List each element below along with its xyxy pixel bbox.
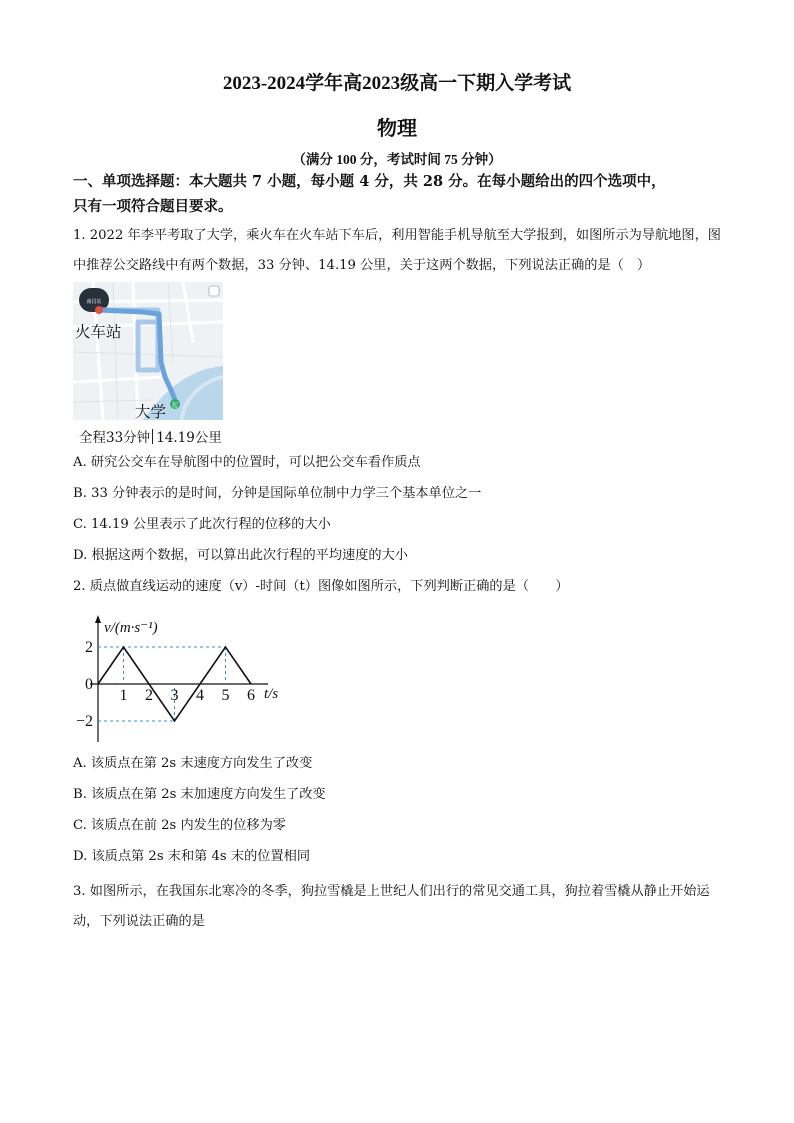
q2-option-d: D. 该质点第 2s 末和第 4s 末的位置相同 — [73, 849, 311, 864]
svg-text:起: 起 — [171, 402, 179, 409]
q1-option-c: C. 14.19 公里表示了此次行程的位移的大小 — [73, 517, 331, 532]
subject-title: 物理 — [377, 118, 417, 140]
map-caption — [79, 426, 222, 446]
route-time: 全程33分钟 — [79, 430, 151, 446]
x-axis-label: t/s — [264, 686, 279, 702]
q2-option-c: C. 该质点在前 2s 内发生的位移为零 — [73, 818, 286, 833]
section-heading-line2: 只有一项符合题目要求。 — [73, 198, 233, 215]
section-heading-line1: 一、单项选择题：本大题共 7 小题，每小题 4 分，共 28 分。在每小题给出的四个选项中， — [73, 173, 666, 190]
map-label-university: 大学 — [135, 403, 167, 420]
question-2-stem: 2. 质点做直线运动的速度（v）-时间（t）图像如图所示，下列判断正确的是（ ） — [73, 579, 569, 594]
svg-text:南昌站: 南昌站 — [86, 299, 102, 305]
x-tick-label: 6 — [247, 687, 255, 704]
question-1-stem: 1. 2022 年李平考取了大学，乘火车在火车站下车后，利用智能手机导航至大学报到，如图所示为导航地图，图中推荐公交路线中有两个数据，33 分钟、14.19 公里，关于这两个数据，下列说法正确的是（ ） — [73, 228, 721, 273]
x-tick-label: 1 — [119, 687, 128, 704]
navigation-map — [73, 282, 223, 420]
y-tick-label: 2 — [85, 639, 93, 656]
q1-option-d: D. 根据这两个数据，可以算出此次行程的平均速度的大小 — [73, 548, 408, 563]
question-3-stem: 3. 如图所示，在我国东北寒冷的冬季，狗拉雪橇是上世纪人们出行的常见交通工具，狗拉着雪橇从静止开始运动，下列说法正确的是 — [73, 884, 710, 929]
y-axis-arrow — [95, 615, 101, 623]
y-tick-label: −2 — [75, 713, 93, 730]
route-distance: 14.19公里 — [156, 430, 222, 446]
x-tick-label: 2 — [145, 687, 153, 704]
velocity-time-graph — [68, 612, 298, 746]
vt-graph-svg — [68, 612, 298, 742]
q2-option-a: A. 该质点在第 2s 末速度方向发生了改变 — [73, 756, 313, 771]
exam-info: （满分 100 分，考试时间 75 分钟） — [292, 152, 502, 167]
caption-divider — [152, 429, 153, 444]
y-tick-label: 0 — [85, 676, 93, 693]
exam-title: 2023-2024学年高2023级高一下期入学考试 — [222, 73, 572, 94]
q1-option-b: B. 33 分钟表示的是时间，分钟是国际单位制中力学三个基本单位之一 — [73, 486, 482, 501]
q2-option-b: B. 该质点在第 2s 末加速度方向发生了改变 — [73, 787, 326, 802]
x-tick-label: 3 — [170, 687, 179, 704]
x-tick-label: 4 — [196, 687, 204, 704]
y-axis-label: v/(m·s⁻¹) — [104, 620, 158, 636]
map-label-station: 火车站 — [75, 323, 122, 341]
x-tick-label: 5 — [221, 687, 230, 704]
q1-option-a: A. 研究公交车在导航图中的位置时，可以把公交车看作质点 — [73, 455, 421, 470]
